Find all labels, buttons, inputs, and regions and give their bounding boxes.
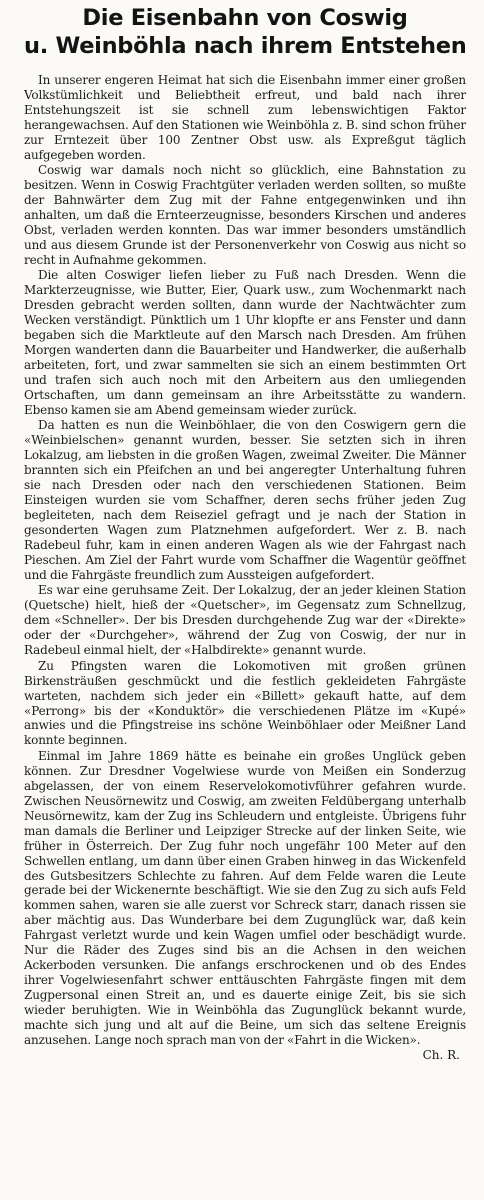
paragraph-4: Da hatten es nun die Weinböhlaer, die von den Coswigern gern die «Weinbielschen» genannt wurden, besser. Sie setzten sich in ihren Lokalzug, am liebsten in die großen Wagen, zweimal Zweiter. Die Männer brannten sich ein Pfeifchen an und bei angeregter Unterhaltung fuhren sie nach Dresden oder nach den verschiedenen Stationen. Beim Einsteigen wurden sie vom Schaffner, deren sechs früher jeden Zug begleiteten, nach dem Reiseziel gefragt und je nach der Station in gesonderten Wagen zum Platznehmen aufgefordert. Wer z. B. nach Radebeul fuhr, kam in einen anderen Wagen als wie der Fahrgast nach Pieschen. Am Ziel der Fahrt wurde vom Schaffner die Wagentür geöffnet und die Fahrgäste freundlich zum Aussteigen aufgefordert. (24, 418, 466, 582)
article-body (24, 73, 466, 1048)
paragraph-3: Die alten Coswiger liefen lieber zu Fuß nach Dresden. Wenn die Markterzeugnisse, wie Butter, Eier, Quark usw., zum Wochenmarkt nach Dresden gebracht werden sollten, dann wurde der Nachtwächter zum Wecken verständigt. Pünktlich um 1 Uhr klopfte er ans Fenster und dann begaben sich die Marktleute auf den Marsch nach Dresden. Am frühen Morgen wanderten dann die Bauarbeiter und Handwerker, die außerhalb arbeiteten, fort, und zwar sammelten sie sich an einem bestimmten Ort und trafen sich auch noch mit den Arbeitern aus den umliegenden Ortschaften, um dann gemeinsam an ihre Arbeitsstätte zu wandern. Ebenso kamen sie am Abend gemeinsam wieder zurück. (24, 268, 466, 417)
paragraph-2: Coswig war damals noch nicht so glücklich, eine Bahnstation zu besitzen. Wenn in Coswig Frachtgüter verladen werden sollten, so mußte der Bahnwärter dem Zug mit der Fahne entgegenwinken und ihn anhalten, um daß die Ernteerzeugnisse, besonders Kirschen und anderes Obst, verladen werden konnten. Das war immer besonders umständlich und aus diesem Grunde ist der Personenverkehr von Coswig aus nicht so recht in Aufnahme gekommen. (24, 163, 466, 267)
headline-line-1: Die Eisenbahn von Coswig (82, 5, 408, 31)
paragraph-7: Einmal im Jahre 1869 hätte es beinahe ein großes Unglück geben können. Zur Dresdner Vogelwiese wurde von Meißen ein Sonderzug abgelassen, der von einem Reservelokomotivführer gefahren wurde. Zwischen Neusörnewitz und Coswig, am zweiten Feldübergang unterhalb Neusörnewitz, kam der Zug ins Schleudern und entgleiste. Übrigens fuhr man damals die Berliner und Leipziger Strecke auf der linken Seite, wie früher in Österreich. Der Zug fuhr noch ungefähr 100 Meter auf den Schwellen entlang, um dann über einen Graben hinweg in das Wickenfeld des Gutsbesitzers Schlechte zu fahren. Auf dem Felde waren die Leute gerade bei der Wickenernte beschäftigt. Wie sie den Zug zu sich aufs Feld kommen sahen, waren sie alle zuerst vor Schreck starr, danach rissen sie aber mächtig aus. Das Wunderbare bei dem Zugunglück war, daß kein Fahrgast verletzt wurde und kein Wagen umfiel oder beschädigt wurde. Nur die Räder des Zuges sind bis an die Achsen in den weichen Ackerboden versunken. Die anfangs erschrockenen und ob des Endes ihrer Vogelwiesenfahrt schwer enttäuschten Fahrgäste fingen mit dem Zugpersonal einen Streit an, und es dauerte einige Zeit, bis sie sich wieder beruhigten. Wie in Weinböhla das Zugunglück bekannt wurde, machte sich jung und alt auf die Beine, um sich das seltene Ereignis anzusehen. Lange noch sprach man von der «Fahrt in die Wicken». (24, 748, 466, 1047)
author-signature: Ch. R. (422, 1048, 460, 1063)
article-headline (24, 4, 466, 60)
paragraph-1: In unserer engeren Heimat hat sich die Eisenbahn immer einer großen Volkstümlichkeit und Beliebtheit erfreut, und bald nach ihrer Entstehungszeit ist sie schnell zum lebenswichtigen Faktor herangewachsen. Auf den Stationen wie Weinböhla z. B. sind schon früher zur Erntezeit über 100 Zentner Obst usw. als Expreßgut täglich aufgegeben worden. (24, 73, 466, 162)
paragraph-5: Es war eine geruhsame Zeit. Der Lokalzug, der an jeder kleinen Station (Quetsche) hielt, hieß der «Quetscher», im Gegensatz zum Schnellzug, dem «Schneller». Der bis Dresden durchgehende Zug war der «Direkte» oder der «Durchgeher», während der Zug von Coswig, der nur in Radebeul einmal hielt, der «Halbdirekte» genannt wurde. (24, 583, 466, 658)
headline-line-2: u. Weinböhla nach ihrem Entstehen (24, 33, 467, 59)
paragraph-6: Zu Pfingsten waren die Lokomotiven mit großen grünen Birkensträußen geschmückt und die festlich gekleideten Fahrgäste warteten, nachdem sich jeder ein «Billett» gekauft hatte, auf dem «Perrong» bis der «Konduktör» die verschiedenen Plätze im «Kupé» anwies und die Pfingstreise ins schöne Weinböhlaer oder Meißner Land konnte beginnen. (24, 658, 466, 748)
